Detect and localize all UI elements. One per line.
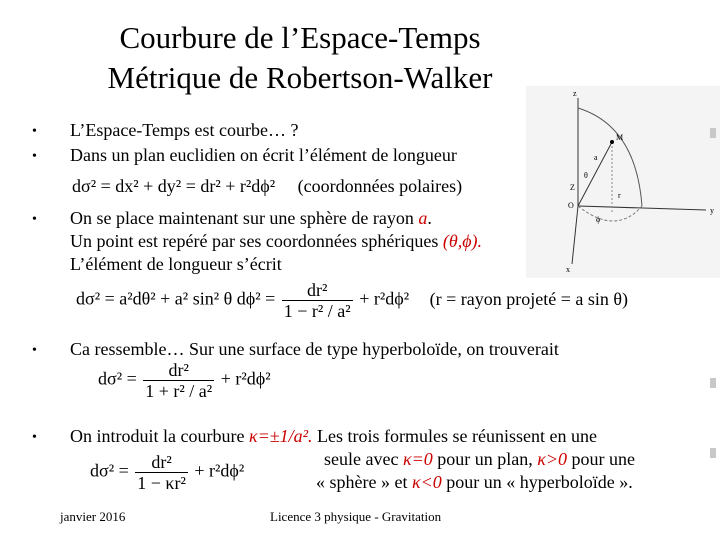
bullet-3-line-2-text: Un point est repéré par ses coordonnées sphériques	[70, 231, 439, 251]
kappa-negative: κ<0	[411, 472, 442, 492]
fraction-denominator: 1 − r² / a²	[283, 301, 351, 321]
fraction-numerator: dr²	[282, 280, 353, 301]
footer-course: Licence 3 physique - Gravitation	[270, 509, 442, 524]
slide-title	[40, 18, 560, 98]
bullet-2-text: Dans un plan euclidien on écrit l’élément de longueur	[70, 145, 457, 165]
title-line-2: Métrique de Robertson-Walker	[107, 60, 493, 95]
label-z-upper: Z	[570, 183, 575, 192]
equation-general-rhs: + r²dϕ²	[194, 460, 245, 481]
bullet-symbol: •	[32, 124, 37, 139]
label-y: y	[710, 206, 714, 215]
title-line-1: Courbure de l’Espace-Temps	[119, 20, 481, 55]
label-m: M	[616, 133, 624, 142]
footer-date: janvier 2016	[60, 509, 126, 524]
label-r: r	[618, 191, 621, 200]
equation-plane-note: (coordonnées polaires)	[297, 176, 463, 196]
equation-general-lhs: dσ² =	[90, 460, 129, 481]
bullet-5-line-2-pre: seule avec	[324, 449, 399, 469]
figure-background	[526, 86, 720, 278]
bullet-3-text: On se place maintenant sur une sphère de rayon	[70, 208, 414, 228]
equation-sphere-rhs: + r²dϕ²	[359, 288, 410, 309]
radius-variable: a	[418, 208, 428, 228]
equation-hyperboloid	[98, 360, 271, 401]
kappa-definition: κ=±1/a².	[248, 426, 313, 446]
bullet-symbol: •	[32, 149, 37, 164]
bullet-3-line-1: On se place maintenant sur une sphère de rayon a.	[70, 208, 432, 228]
spherical-coords: (θ,ϕ).	[442, 231, 483, 251]
label-o: O	[568, 201, 574, 210]
equation-plane	[72, 176, 462, 197]
equation-hyperboloid-fraction	[143, 360, 214, 401]
bullet-5-rest: Les trois formules se réunissent en une	[312, 426, 597, 446]
bullet-3-line-3: L’élément de longueur s’écrit	[70, 254, 282, 274]
equation-sphere-fraction	[282, 280, 353, 321]
equation-plane-formula: dσ² = dx² + dy² = dr² + r²dϕ²	[72, 176, 276, 196]
kappa-positive: κ>0	[537, 449, 568, 469]
equation-sphere	[76, 280, 628, 321]
label-x: x	[566, 265, 570, 274]
equation-sphere-lhs: dσ² = a²dθ² + a² sin² θ dϕ² =	[76, 288, 276, 309]
bullet-5-text: On introduit la courbure	[70, 426, 245, 446]
bullet-5-line-2-post: pour une	[571, 449, 636, 469]
bullet-5-line-3-pre: « sphère » et	[316, 472, 408, 492]
bullet-symbol: •	[32, 343, 37, 358]
label-z: z	[573, 89, 577, 98]
equation-general-fraction	[135, 452, 188, 493]
bullet-1-text: L’Espace-Temps est courbe… ?	[70, 120, 299, 140]
fraction-numerator: dr²	[135, 452, 188, 473]
sidebar-mark	[710, 378, 716, 388]
sidebar-mark	[710, 128, 716, 138]
kappa-zero: κ=0	[402, 449, 433, 469]
bullet-5-line-3	[316, 471, 633, 494]
fraction-denominator: 1 − κr²	[137, 473, 186, 493]
sidebar-mark	[710, 448, 716, 458]
fraction-denominator: 1 + r² / a²	[145, 381, 213, 401]
equation-hyperboloid-lhs: dσ² =	[98, 368, 137, 389]
bullet-5-line-3-post: pour un « hyperboloïde ».	[446, 472, 633, 492]
bullet-symbol: •	[32, 430, 37, 445]
equation-general	[90, 452, 244, 493]
equation-sphere-note: (r = rayon projeté = a sin θ)	[429, 288, 628, 309]
bullet-symbol: •	[32, 212, 37, 227]
fraction-numerator: dr²	[143, 360, 214, 381]
bullet-5-line-1	[70, 425, 597, 448]
label-theta: θ	[584, 171, 588, 180]
bullet-3-line-2	[70, 230, 482, 253]
label-a: a	[594, 153, 598, 162]
equation-hyperboloid-rhs: + r²dϕ²	[220, 368, 271, 389]
bullet-5-line-2	[324, 448, 635, 471]
bullet-4-text: Ca ressemble… Sur une surface de type hyperboloïde, on trouverait	[70, 339, 559, 359]
point-m	[610, 140, 614, 144]
sphere-coordinates-figure	[526, 86, 720, 278]
label-phi: ϕ	[596, 215, 601, 224]
bullet-5-line-2-mid: pour un plan,	[437, 449, 533, 469]
